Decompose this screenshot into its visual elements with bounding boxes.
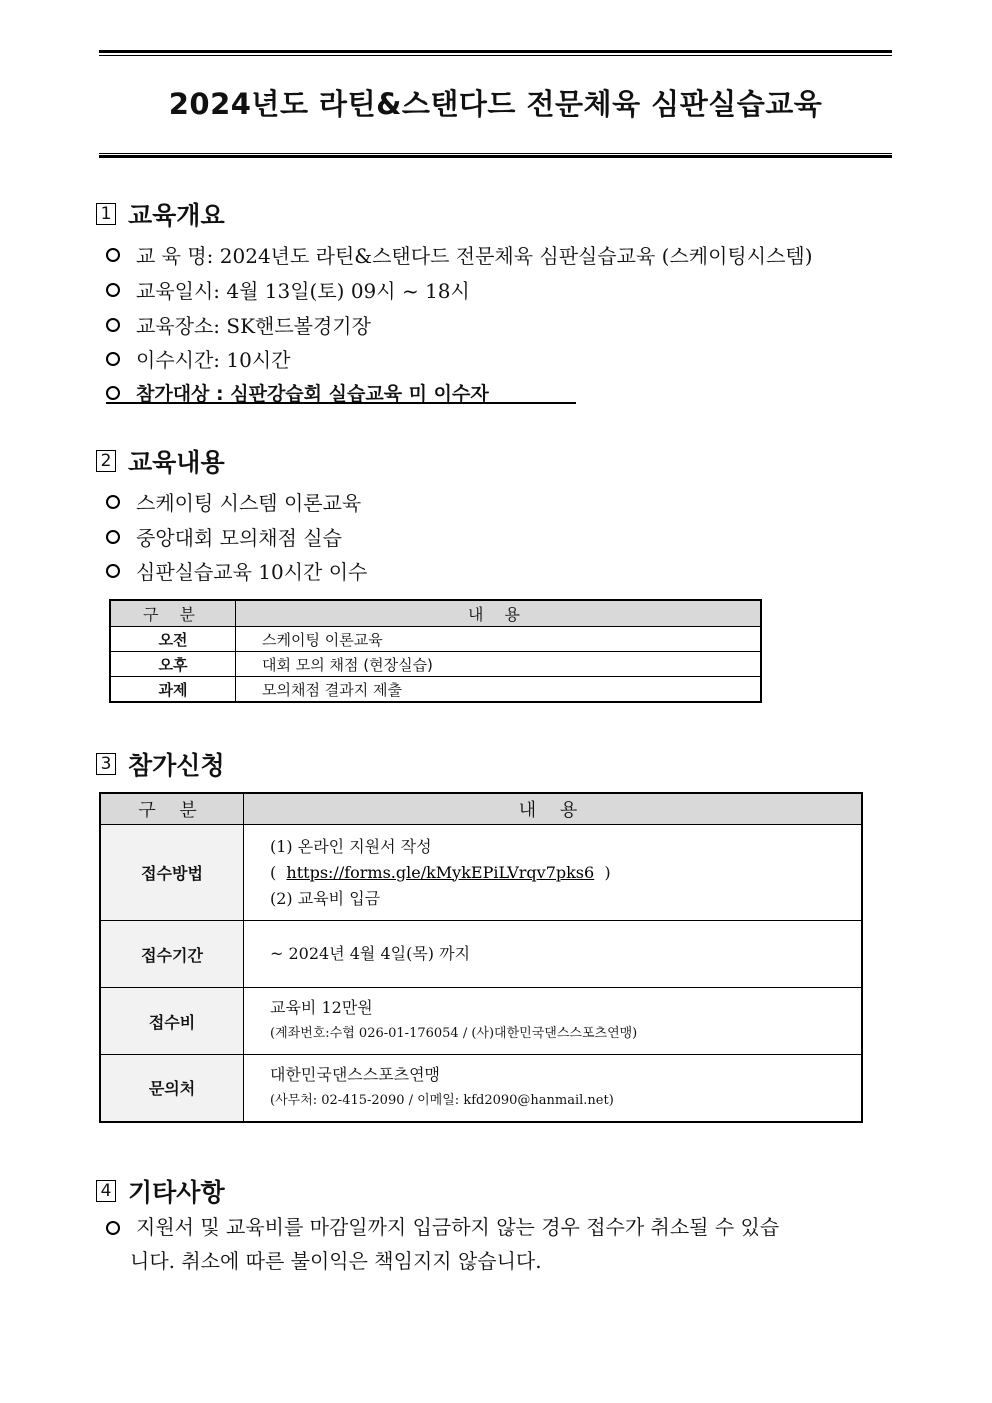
table-row bbox=[110, 627, 761, 652]
table-cell: 접수비 bbox=[100, 988, 244, 1055]
circle-bullet-icon bbox=[106, 495, 120, 509]
schedule-table bbox=[109, 599, 762, 703]
section-title: 기타사항 bbox=[128, 1178, 225, 1207]
list-item-text: 교 육 명: 2024년도 라틴&스탠다드 전문체육 심판실습교육 (스케이팅시스템) bbox=[136, 244, 813, 268]
section-number: 3 bbox=[96, 753, 116, 775]
section-title: 교육개요 bbox=[128, 201, 225, 230]
circle-bullet-icon bbox=[106, 564, 120, 578]
bottom-rule bbox=[99, 153, 892, 154]
section-overview-heading bbox=[96, 196, 225, 232]
table-header: 내 용 bbox=[244, 793, 863, 825]
page-title: 2024년도 라틴&스탠다드 전문체육 심판실습교육 bbox=[168, 87, 823, 121]
list-item-text: 이수시간: 10시간 bbox=[136, 348, 291, 372]
circle-bullet-icon bbox=[106, 248, 120, 262]
underline bbox=[106, 402, 576, 404]
table-header-row bbox=[110, 600, 761, 627]
method-line: (1) 온라인 지원서 작성 bbox=[270, 836, 432, 856]
application-table bbox=[99, 792, 863, 1123]
section-title: 참가신청 bbox=[128, 751, 225, 780]
table-cell: 스케이팅 이론교육 bbox=[236, 627, 762, 652]
section-etc-heading bbox=[96, 1173, 225, 1209]
section-content-heading bbox=[96, 443, 225, 479]
table-cell: 문의처 bbox=[100, 1055, 244, 1122]
list-item bbox=[106, 522, 342, 551]
list-item bbox=[106, 344, 290, 373]
table-cell bbox=[244, 988, 863, 1055]
circle-bullet-icon bbox=[106, 386, 120, 400]
table-cell: 오후 bbox=[110, 652, 236, 677]
contact-value: 대한민국댄스스포츠연맹 bbox=[270, 1064, 441, 1084]
table-row bbox=[110, 652, 761, 677]
table-cell: 접수기간 bbox=[100, 921, 244, 988]
circle-bullet-icon bbox=[106, 283, 120, 297]
top-rule bbox=[99, 50, 892, 53]
section-number: 4 bbox=[96, 1180, 116, 1202]
table-cell: 대회 모의 채점 (현장실습) bbox=[236, 652, 762, 677]
list-item bbox=[106, 275, 470, 304]
section-number: 1 bbox=[96, 203, 116, 225]
list-item-text: 스케이팅 시스템 이론교육 bbox=[136, 491, 362, 515]
circle-bullet-icon bbox=[106, 1221, 120, 1235]
etc-line: 니다. 취소에 따른 불이익은 책임지지 않습니다. bbox=[130, 1249, 542, 1273]
table-cell bbox=[244, 825, 863, 921]
table-row bbox=[100, 921, 862, 988]
section-number: 2 bbox=[96, 450, 116, 472]
table-header: 구 분 bbox=[100, 793, 244, 825]
list-item bbox=[106, 487, 361, 516]
etc-line: 지원서 및 교육비를 마감일까지 입금하지 않는 경우 접수가 취소될 수 있습 bbox=[136, 1215, 780, 1239]
method-line: (2) 교육비 입금 bbox=[270, 888, 381, 908]
method-link-line bbox=[270, 860, 861, 886]
list-item bbox=[106, 240, 813, 269]
fee-value: 교육비 12만원 bbox=[270, 998, 373, 1017]
list-item-text: 심판실습교육 10시간 이수 bbox=[136, 560, 368, 584]
paren-open: ( bbox=[270, 862, 277, 882]
table-row bbox=[110, 677, 761, 703]
table-cell: ~ 2024년 4월 4일(목) 까지 bbox=[244, 921, 863, 988]
table-header: 구 분 bbox=[110, 600, 236, 627]
table-row bbox=[100, 988, 862, 1055]
section-apply-heading bbox=[96, 746, 225, 782]
section-title: 교육내용 bbox=[128, 448, 225, 477]
table-header-row bbox=[100, 793, 862, 825]
table-row bbox=[100, 1055, 862, 1122]
application-form-link[interactable]: https://forms.gle/kMykEPiLVrqv7pks6 bbox=[286, 862, 595, 882]
paren-close: ) bbox=[604, 862, 611, 882]
circle-bullet-icon bbox=[106, 318, 120, 332]
contact-note: (사무처: 02-415-2090 / 이메일: kfd2090@hanmail.net) bbox=[270, 1092, 614, 1108]
list-item-text: 교육장소: SK핸드볼경기장 bbox=[136, 314, 371, 338]
table-cell: 모의채점 결과지 제출 bbox=[236, 677, 762, 703]
table-cell: 오전 bbox=[110, 627, 236, 652]
list-item-text: 중앙대회 모의채점 실습 bbox=[136, 526, 342, 550]
table-cell: 접수방법 bbox=[100, 825, 244, 921]
list-item-text: 교육일시: 4월 13일(토) 09시 ~ 18시 bbox=[136, 279, 470, 303]
list-item-text: 참가대상 : 심판강습회 실습교육 미 이수자 bbox=[136, 383, 489, 405]
table-cell bbox=[244, 1055, 863, 1122]
table-row bbox=[100, 825, 862, 921]
circle-bullet-icon bbox=[106, 352, 120, 366]
table-cell: 과제 bbox=[110, 677, 236, 703]
list-item bbox=[106, 556, 367, 585]
etc-paragraph bbox=[106, 1210, 870, 1278]
table-header: 내 용 bbox=[236, 600, 762, 627]
list-item bbox=[106, 310, 371, 339]
fee-note: (계좌번호:수협 026-01-176054 / (사)대한민국댄스스포츠연맹) bbox=[270, 1026, 638, 1041]
circle-bullet-icon bbox=[106, 530, 120, 544]
title-block bbox=[99, 48, 892, 160]
